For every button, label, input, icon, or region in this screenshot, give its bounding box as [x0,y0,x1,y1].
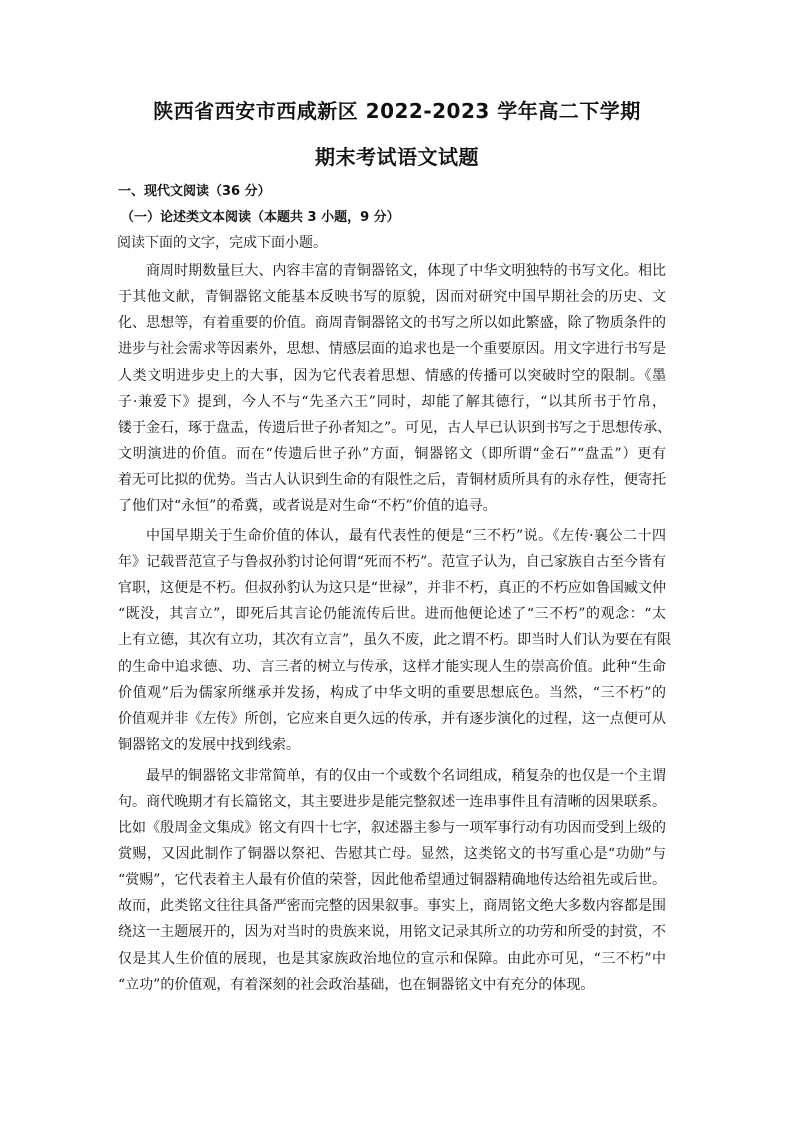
paragraph-line: 商周时期数量巨大、内容丰富的青铜器铭文，体现了中华文明独特的书写文化。相比 [146,263,666,279]
paragraph-line: 故而，此类铭文往往具备严密而完整的因果叙事。事实上，商周铭文绝大多数内容都是围 [118,898,666,914]
paragraph-line: 价值观”后为儒家所继承并发扬，构成了中华文明的重要思想底色。当然，“三不朽”的 [118,685,666,701]
paragraph-line: 化、思想等，有着重要的价值。商周青铜器铭文的书写之所以如此繁盛，除了物质条件的 [118,315,666,331]
reading-instruction: 阅读下面的文字，完成下面小题。 [117,235,327,251]
paragraph-line: 铜器铭文的发展中找到线索。 [118,737,300,753]
paragraph-line: 比如《殷周金文集成》铭文有四十七字，叙述器主参与一项军事行动有功因而受到上级的 [118,820,666,836]
section-heading: 一、现代文阅读（36 分） [118,184,271,199]
paragraph-line: 于其他文献，青铜器铭文能基本反映书写的原貌，因而对研究中国早期社会的历史、文 [118,289,666,305]
paragraph-line: “既没，其言立”，即死后其言论仍能流传后世。进而他便论述了“三不朽”的观念：“太 [118,606,666,622]
paragraph-line: 年》记载晋范宣子与鲁叔孙豹讨论何谓“死而不朽”。范宣子认为，自己家族自古至今皆有 [118,554,666,570]
paragraph-line: 文明演进的价值。而在“传遗后世子孙”方面，铜器铭文（即所谓“金石”“盘盂”）更有 [118,446,666,462]
paragraph-line: 进步与社会需求等因素外，思想、情感层面的追求也是一个重要原因。用文字进行书写是 [118,341,666,357]
paragraph-line: 子·兼爱下》提到，今人不与“先圣六王”同时，却能了解其德行，“以其所书于竹帛， [118,394,666,410]
paragraph-line: 句。商代晚期才有长篇铭文，其主要进步是能完整叙述一连串事件且有清晰的因果联系。 [118,794,666,810]
exam-title-line-2: 期末考试语文试题 [315,145,479,169]
paragraph-line: 最早的铜器铭文非常简单，有的仅由一个或数个名词组成，稍复杂的也仅是一个主谓 [146,768,666,784]
paragraph-line: 镂于金石，琢于盘盂，传遗后世子孙者知之”。可见，古人早已认识到书写之于思想传承、 [118,420,672,436]
paragraph-line: 绕这一主题展开的，因为对当时的贵族来说，用铭文记录其所立的功劳和所受的封赏，不 [118,924,666,940]
paragraph-line: 仅是其人生价值的展现，也是其家族政治地位的宣示和保障。由此亦可见，“三不朽”中 [118,951,666,967]
paragraph-line: 了他们对“永恒”的希冀，或者说是对生命“不朽”价值的追寻。 [118,498,497,514]
exam-title-line-1: 陕西省西安市西咸新区 2022-2023 学年高二下学期 [153,99,641,123]
paragraph-line: 官职，这便是不朽。但叔孙豹认为这只是“世禄”，并非不朽，真正的不朽应如鲁国臧文仲 [118,580,666,596]
paragraph-line: 人类文明进步史上的大事，因为它代表着思想、情感的传播可以突破时空的限制。《墨 [118,368,666,384]
subsection-heading: （一）论述类文本阅读（本题共 3 小题，9 分） [121,210,400,225]
paragraph-line: 价值观并非《左传》所创，它应来自更久远的传承，并有逐步演化的过程，这一点便可从 [118,711,666,727]
paragraph-line: 的生命中追求德、功、言三者的树立与传承，这样才能实现人生的崇高价值。此种“生命 [118,659,666,675]
paragraph-line: “立功”的价值观，有着深刻的社会政治基础，也在铜器铭文中有充分的体现。 [118,977,595,993]
paragraph-line: “赏赐”，它代表着主人最有价值的荣誉，因此他希望通过铜器精确地传达给祖先或后世。 [118,872,666,888]
paragraph-line: 上有立德，其次有立功，其次有立言”，虽久不废，此之谓不朽。即当时人们认为要在有限 [118,632,672,648]
paragraph-line: 赏赐，又因此制作了铜器以祭祀、告慰其亡母。显然，这类铭文的书写重心是“功勋”与 [118,846,666,862]
paragraph-line: 着无可比拟的优势。当古人认识到生命的有限性之后，青铜材质所具有的永存性，便寄托 [118,472,666,488]
paragraph-line: 中国早期关于生命价值的体认，最有代表性的便是“三不朽”说。《左传·襄公二十四 [146,528,666,544]
